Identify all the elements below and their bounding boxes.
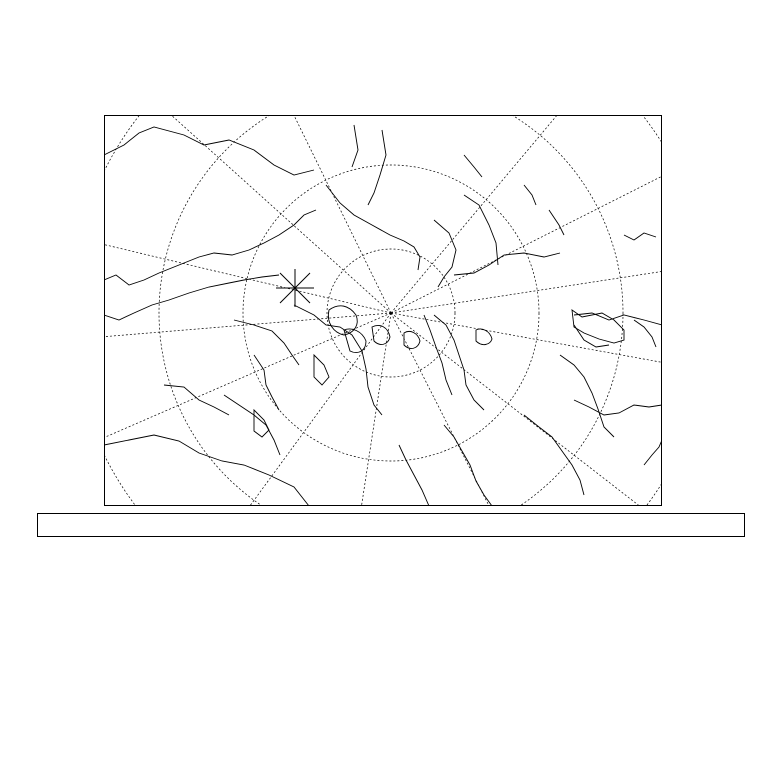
map-frame — [105, 116, 662, 506]
colorbar-frame — [38, 514, 745, 537]
release-point-marker — [276, 269, 314, 307]
polar-map — [104, 115, 662, 506]
colorbar — [0, 510, 768, 540]
